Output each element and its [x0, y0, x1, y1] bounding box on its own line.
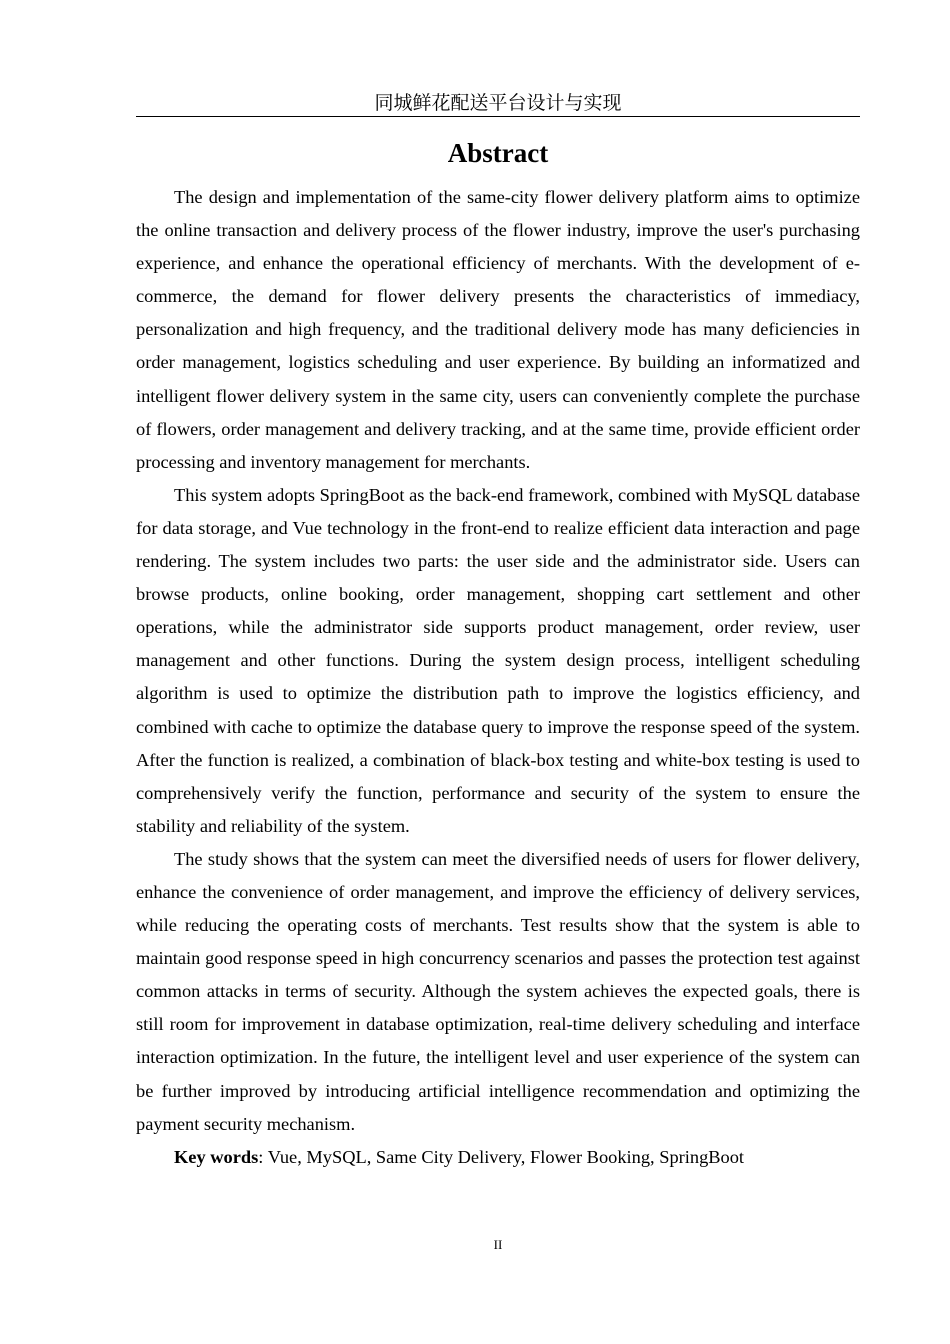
keywords-separator: :: [258, 1146, 264, 1167]
keywords-line: [136, 1141, 860, 1174]
header-rule: [136, 116, 860, 117]
abstract-paragraph-2: This system adopts SpringBoot as the back-end framework, combined with MySQL database for data storage, and Vue technology in the front-end to realize efficient data interaction and page rendering. The system includes two parts: the user side and the administrator side. Users can browse products, online booking, order management, shopping cart settlement and other operations, while the administrator side supports product management, order review, user management and other functions. During the system design process, intelligent scheduling algorithm is used to optimize the distribution path to improve the logistics efficiency, and combined with cache to optimize the database query to improve the response speed of the system. After the function is realized, a combination of black-box testing and white-box testing is used to comprehensively verify the function, performance and security of the system to ensure the stability and reliability of the system.: [136, 484, 860, 836]
keywords-label: Key words: [174, 1146, 259, 1167]
page-number: II: [493, 1237, 503, 1252]
abstract-paragraph-3: The study shows that the system can meet the diversified needs of users for flower delivery, enhance the convenience of order management, and improve the efficiency of delivery services, while reducing the operating costs of merchants. Test results show that the system is able to maintain good response speed in high concurrency scenarios and passes the protection test against common attacks in terms of security. Although the system achieves the expected goals, there is still room for improvement in database optimization, real-time delivery scheduling and interface interaction optimization. In the future, the intelligent level and user experience of the system can be further improved by introducing artificial intelligence recommendation and optimizing the payment security mechanism.: [136, 848, 860, 1134]
abstract-title: Abstract: [447, 138, 549, 168]
abstract-paragraph-1: The design and implementation of the same-city flower delivery platform aims to optimize the online transaction and delivery process of the flower industry, improve the user's purchasing experience, and enhance the operational efficiency of merchants. With the development of e-commerce, the demand for flower delivery presents the characteristics of immediacy, personalization and high frequency, and the traditional delivery mode has many deficiencies in order management, logistics scheduling and user experience. By building an informatized and intelligent flower delivery system in the same city, users can conveniently complete the purchase of flowers, order management and delivery tracking, and at the same time, provide efficient order processing and inventory management for merchants.: [136, 187, 860, 472]
keywords-list: Vue, MySQL, Same City Delivery, Flower Booking, SpringBoot: [267, 1146, 745, 1167]
running-header: 同城鲜花配送平台设计与实现: [374, 92, 622, 114]
abstract-body: [136, 181, 860, 1174]
